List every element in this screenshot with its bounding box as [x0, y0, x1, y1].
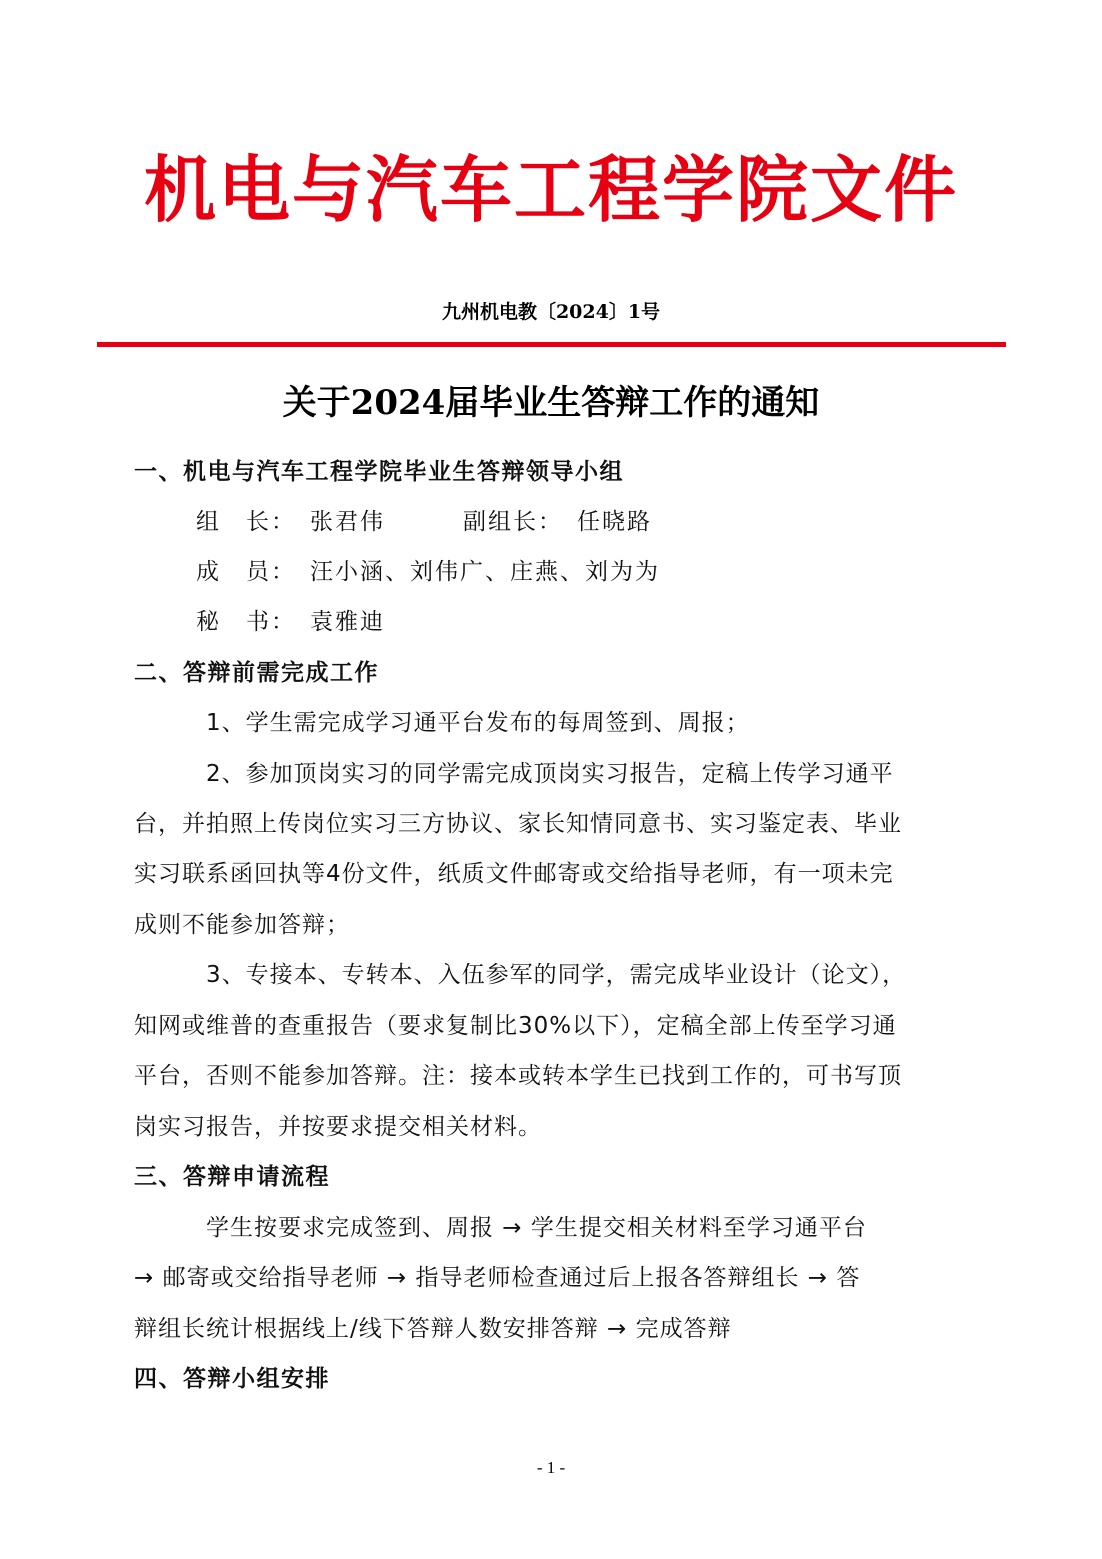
notice-title: 关于2024届毕业生答辩工作的通知	[282, 383, 820, 423]
section2-heading: 二、答辩前需完成工作	[134, 660, 379, 686]
flow-line: → 邮寄或交给指导老师 → 指导老师检查通过后上报各答辩组长 → 答	[134, 1265, 861, 1291]
section2-item3-line: 岗实习报告，并按要求提交相关材料。	[134, 1114, 542, 1140]
vice-leader-label: 副组长：	[463, 509, 563, 535]
section2-item3-line: 知网或维普的查重报告（要求复制比30%以下），定稿全部上传至学习通	[134, 1013, 897, 1039]
flow-line: 辩组长统计根据线上/线下答辩人数安排答辩 → 完成答辩	[134, 1316, 732, 1342]
secretary-name: 袁雅迪	[310, 609, 385, 635]
secretary-label: 秘 书：	[196, 609, 296, 635]
members-names: 汪小涵、刘伟广、庄燕、刘为为	[310, 559, 660, 585]
members-label: 成 员：	[196, 559, 296, 585]
secretary-row	[196, 605, 385, 639]
page-number: - 1 -	[536, 1458, 566, 1477]
red-divider-line	[97, 342, 1006, 347]
leader-name: 张君伟	[310, 509, 385, 535]
section2-item2-line: 台，并拍照上传岗位实习三方协议、家长知情同意书、实习鉴定表、毕业	[134, 811, 902, 837]
leader-row	[196, 505, 652, 539]
members-row	[196, 555, 660, 589]
flow-line: 学生按要求完成签到、周报 → 学生提交相关材料至学习通平台	[206, 1215, 867, 1241]
leader-label: 组 长：	[196, 509, 296, 535]
vice-leader-name: 任晓路	[577, 509, 652, 535]
document-number: 九州机电教〔2024〕1号	[441, 301, 661, 323]
section2-item2-line: 2、参加顶岗实习的同学需完成顶岗实习报告，定稿上传学习通平	[206, 761, 894, 787]
section2-item2-line: 实习联系函回执等4份文件，纸质文件邮寄或交给指导老师，有一项未完	[134, 861, 894, 887]
document-header-title: 机电与汽车工程学院文件	[143, 147, 958, 232]
section2-item3-line: 平台，否则不能参加答辩。注：接本或转本学生已找到工作的，可书写顶	[134, 1063, 902, 1089]
section2-item2-line: 成则不能参加答辩；	[134, 912, 350, 938]
section1-heading: 一、机电与汽车工程学院毕业生答辩领导小组	[134, 459, 624, 485]
section2-item3-line: 3、专接本、专转本、入伍参军的同学，需完成毕业设计（论文），	[206, 962, 907, 988]
section2-item1: 1、学生需完成学习通平台发布的每周签到、周报；	[206, 710, 750, 736]
section4-heading: 四、答辩小组安排	[134, 1366, 330, 1392]
section3-heading: 三、答辩申请流程	[134, 1164, 330, 1190]
